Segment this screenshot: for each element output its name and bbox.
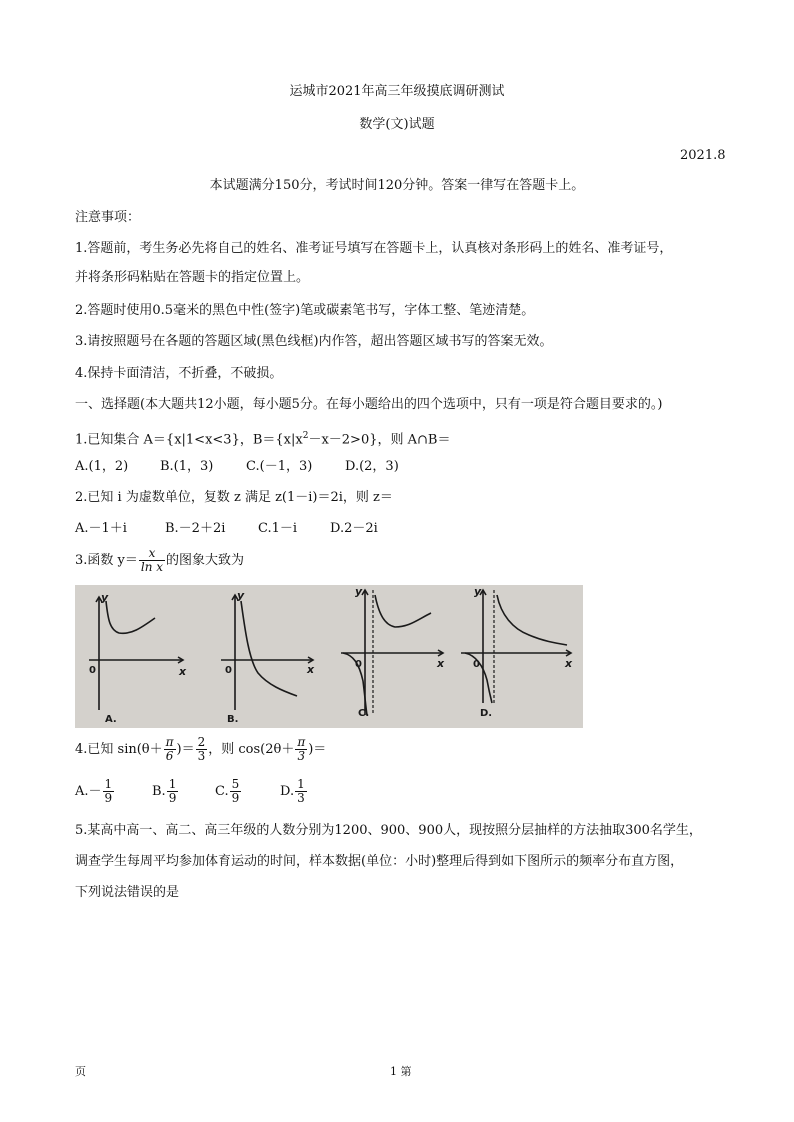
q4-option-b-n: 1 (168, 777, 177, 791)
q4-option-d-n: 1 (297, 777, 305, 791)
q2-option-d: D.2－2i (330, 521, 378, 536)
question-2-stem: 2.已知 i 为虚数单位，复数 z 满足 z(1－i)＝2i，则 z＝ (75, 490, 393, 505)
q2-option-a: A.－1＋i (75, 521, 127, 536)
graph-b-y-label: y (237, 589, 245, 602)
q4-option-b-frac (167, 778, 179, 805)
question-1-stem (75, 427, 450, 449)
graph-d-y-label: y (474, 585, 482, 598)
graph-c-x-label: x (437, 657, 445, 670)
q1-option-c: C.(－1，3) (246, 459, 313, 474)
q4-option-d-frac (295, 778, 307, 805)
exam-intro: 本试题满分150分，考试时间120分钟。答案一律写在答题卡上。 (209, 178, 585, 193)
graph-c-label: C. (358, 708, 370, 719)
q4-option-c-frac (230, 778, 242, 805)
graph-a-x-label: x (179, 665, 187, 678)
question-4-stem (75, 734, 326, 766)
graph-c (341, 590, 443, 715)
exam-date: 2021.8 (680, 148, 726, 163)
q4-frac-2 (196, 736, 208, 763)
q4-frac-3-n: π (297, 735, 306, 749)
q1-stem-a: 1.已知集合 A＝{x|1<x<3}，B＝{x|x (75, 432, 303, 448)
q4-stem-a: 4.已知 sin(θ＋ (75, 742, 163, 757)
q1-option-b: B.(1，3) (160, 459, 214, 474)
q4-frac-1 (164, 736, 176, 763)
q4-option-b (152, 776, 179, 808)
graph-a-y-label: y (101, 591, 109, 604)
note-2: 2.答题时使用0.5毫米的黑色中性(签字)笔或碳素笔书写，字体工整、笔迹清楚。 (75, 303, 535, 318)
graph-c-y-label: y (355, 585, 363, 598)
graph-b (221, 595, 313, 710)
q3-frac-denominator: ln x (140, 560, 164, 574)
question-5-line-1: 5.某高中高一、高二、高三年级的人数分别为1200、900、900人，现按照分层抽样的方法抽取300名学生， (75, 823, 702, 838)
question-5-line-3: 下列说法错误的是 (75, 885, 180, 900)
q3-fraction (139, 547, 165, 574)
q4-option-a-frac (103, 778, 115, 805)
q3-graph-photo (75, 585, 583, 728)
q4-option-a (75, 776, 115, 808)
footer-page-label: 页 (75, 1065, 86, 1078)
note-1-line-1: 1.答题前，考生务必先将自己的姓名、准考证号填写在答题卡上，认真核对条形码上的姓名、准考证号， (75, 241, 673, 256)
graph-a-label: A. (105, 714, 117, 725)
q4-option-d-d: 3 (297, 791, 305, 805)
graph-c-origin: 0 (355, 659, 362, 670)
q3-stem-b: 的图象大致为 (166, 553, 245, 568)
graph-b-origin: 0 (225, 665, 232, 676)
q4-option-d-label: D. (280, 784, 295, 799)
q4-option-c-d: 9 (231, 791, 240, 805)
notes-heading: 注意事项： (75, 210, 141, 225)
graph-b-x-label: x (307, 663, 315, 676)
q3-frac-numerator: x (139, 547, 165, 561)
footer-page-number: 1 第 (390, 1065, 412, 1078)
graph-b-label: B. (227, 714, 239, 725)
q4-option-b-d: 9 (168, 791, 177, 805)
q4-option-c-label: C. (215, 784, 229, 799)
graph-d-label: D. (480, 708, 493, 719)
q4-option-a-n: 1 (104, 777, 113, 791)
q4-option-a-d: 9 (104, 791, 113, 805)
q4-stem-c: ，则 cos(2θ＋ (208, 742, 295, 757)
q4-frac-3-d: 3 (297, 749, 306, 763)
q4-option-c (215, 776, 242, 808)
graph-d-origin: 0 (473, 659, 480, 670)
q4-frac-2-d: 3 (197, 749, 206, 763)
note-3: 3.请按照题号在各题的答题区域(黑色线框)内作答，超出答题区域书写的答案无效。 (75, 334, 553, 349)
q4-option-b-label: B. (152, 784, 166, 799)
graph-d (461, 590, 571, 703)
exam-title: 运城市2021年高三年级摸底调研测试 (289, 84, 505, 99)
q4-frac-1-n: π (165, 735, 174, 749)
question-3-stem (75, 546, 244, 576)
graph-a (89, 597, 183, 710)
q4-option-d (280, 776, 308, 808)
note-1-line-2: 并将条形码粘贴在答题卡的指定位置上。 (75, 270, 310, 285)
graph-a-origin: 0 (89, 665, 96, 676)
q1-option-d: D.(2，3) (345, 459, 399, 474)
exam-subtitle: 数学(文)试题 (359, 117, 435, 132)
q3-graphs-svg (75, 585, 583, 728)
q2-option-c: C.1－i (258, 521, 298, 536)
q4-option-a-label: A.－ (75, 784, 102, 799)
graph-d-x-label: x (565, 657, 573, 670)
question-5-line-2: 调查学生每周平均参加体育运动的时间，样本数据(单位：小时)整理后得到如下图所示的频率分布直方图， (75, 854, 684, 869)
note-4: 4.保持卡面清洁，不折叠，不破损。 (75, 366, 283, 381)
q4-frac-1-d: 6 (165, 749, 174, 763)
q4-option-c-n: 5 (231, 777, 240, 791)
q3-stem-a: 3.函数 y＝ (75, 553, 138, 568)
q4-stem-b: )＝ (176, 742, 195, 757)
q4-stem-d: )＝ (308, 742, 327, 757)
q1-option-a: A.(1，2) (75, 459, 129, 474)
section-1-heading: 一、选择题(本大题共12小题，每小题5分。在每小题给出的四个选项中，只有一项是符合题目要求的。) (75, 397, 663, 412)
q2-option-b: B.－2＋2i (165, 521, 226, 536)
q1-stem-b: －x－2>0}，则 A∩B＝ (308, 432, 451, 448)
q4-frac-3 (295, 736, 307, 763)
q1-superscript: 2 (302, 431, 309, 441)
q4-frac-2-n: 2 (197, 735, 206, 749)
